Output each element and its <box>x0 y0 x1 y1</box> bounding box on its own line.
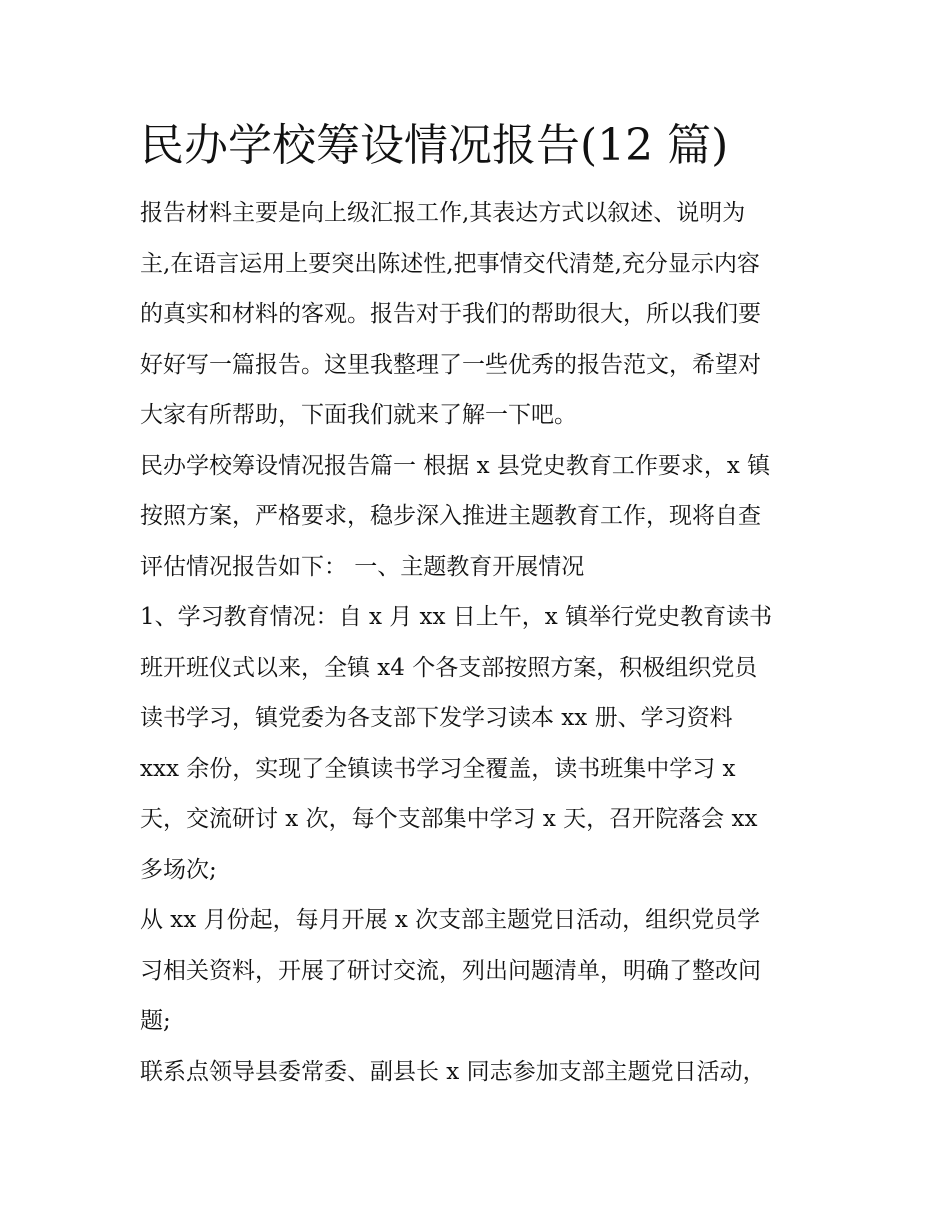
leader-participation-paragraph <box>140 1047 820 1098</box>
monthly-activity-paragraph <box>140 895 820 1047</box>
document-body <box>140 110 820 1097</box>
text-line: 评估情况报告如下： 一、主题教育开展情况 <box>140 553 585 580</box>
study-education-paragraph <box>140 592 820 895</box>
text-line: 民办学校筹设情况报告篇一 根据 x 县党史教育工作要求，x 镇 <box>140 452 771 479</box>
text-line: 报告材料主要是向上级汇报工作,其表达方式以叙述、说明为 <box>140 200 746 226</box>
text-line: 班开班仪式以来，全镇 x4 个各支部按照方案，积极组织党员 <box>140 654 758 681</box>
text-line: 1、学习教育情况：自 x 月 xx 日上午，x 镇举行党史教育读书 <box>140 604 773 630</box>
text-line: xxx 余份，实现了全镇读书学习全覆盖，读书班集中学习 x <box>140 755 736 782</box>
text-line: 天，交流研讨 x 次，每个支部集中学习 x 天，召开院落会 xx <box>140 806 758 832</box>
text-line: 主,在语言运用上要突出陈述性,把事情交代清楚,充分显示内容 <box>140 250 760 277</box>
text-line: 大家有所帮助，下面我们就来了解一下吧。 <box>140 402 577 428</box>
text-line: 习相关资料，开展了研讨交流，列出问题清单，明确了整改问 <box>140 957 761 984</box>
text-line: 多场次; <box>140 856 217 883</box>
text-line: 联系点领导县委常委、副县长 x 同志参加支部主题党日活动， <box>140 1058 766 1085</box>
text-line: 的真实和材料的客观。报告对于我们的帮助很大，所以我们要 <box>140 301 761 327</box>
text-line: 按照方案，严格要求，稳步深入推进主题教育工作，现将自查 <box>140 503 761 529</box>
text-line: 读书学习，镇党委为各支部下发学习读本 xx 册、学习资料 <box>140 705 733 731</box>
text-line: 从 xx 月份起，每月开展 x 次支部主题党日活动，组织党员学 <box>140 907 761 933</box>
section-one-paragraph <box>140 441 820 593</box>
intro-paragraph <box>140 188 820 441</box>
document-title: 民办学校筹设情况报告(12 篇) <box>140 120 729 171</box>
text-line: 题; <box>140 1008 171 1034</box>
text-line: 好好写一篇报告。这里我整理了一些优秀的报告范文，希望对 <box>140 351 761 378</box>
